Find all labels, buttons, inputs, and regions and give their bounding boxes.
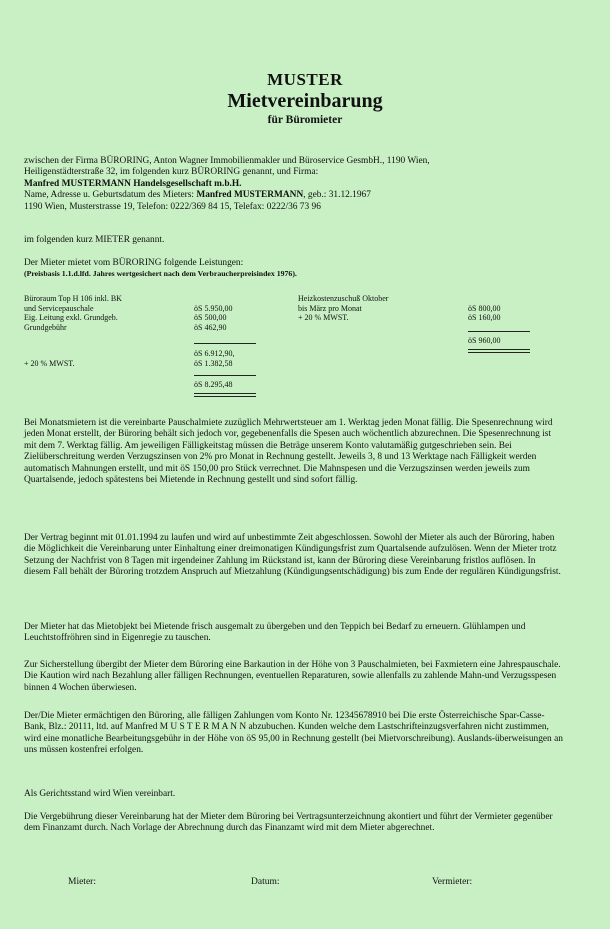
- table-right-value: öS 800,00: [468, 303, 501, 313]
- pricing-table-left: [24, 294, 264, 332]
- tenant-company: Manfred MUSTERMANN Handelsgesellschaft m.b.H.: [24, 178, 242, 189]
- payment-terms: Bei Monatsmietern ist die vereinbarte Pauschalmiete zuzüglich Mehrwertsteuer am 1. Werktag jeden Monat fällig. Die Spesenrechnung wird jeden Monat erstellt, der Büroring behält sich jedoch vor, gegebenenfalls die Spesen auch wöchentlich abzurechnen. Die Spesenrechnung ist mit dem 7. Werktag fällig. Am jeweiligen Fälligkeitstag müssen die Beträge unserem Konto valutamäßig gutgeschrieben sein. Bei Zielüberschreitung werden Verzugszinsen von 2% pro Monat in Rechnung gestellt. Jeweils 3, 8 und 13 Werktage nach Fälligkeit werden automatisch Mahnungen erstellt, und mit öS 150,00 pro Stück verrechnet. Die Mahnspesen und die Verzugszinsen werden jeweils zum Quartalsende, jedoch spätestens bei Mietende in Rechnung gestellt und sind sofort fällig.: [24, 418, 553, 486]
- title-main: Mietvereinbarung: [227, 90, 383, 112]
- table-right-label: [298, 336, 468, 346]
- table-left-value: öS 500,00: [194, 313, 227, 322]
- contract-term: Der Vertrag beginnt mit 01.01.1994 zu laufen und wird auf unbestimmte Zeit abgeschlossen. Sowohl der Mieter als auch der Büroring, haben die Möglichkeit die Vereinbarung unter Einhaltung einer dreimonatigen Kündigungsfrist zum Quartalsende aufzulösen. Wenn der Mieter trotz Setzung der Nachfrist von 8 Tagen mit irgendeiner Zahlung im Rückstand ist, kann der Büroring diese Vereinbarung fristlos auflösen. In diesem Fall behält der Büroring trotzdem Anspruch auf Mietzahlung (Kündigungsentschädigung) bis zum Ende der regulären Kündigungsfrist.: [24, 533, 561, 578]
- right-total-double-rule: [468, 349, 530, 353]
- pricing-table-left-total: [24, 380, 264, 390]
- table-left-label: [24, 349, 194, 359]
- tenant-address: 1190 Wien, Musterstrasse 19, Telefon: 0222/369 84 15, Telefax: 0222/36 73 96: [24, 201, 321, 212]
- table-left-value: öS 462,90: [194, 322, 227, 332]
- table-left-label: und Servicepauschale: [24, 303, 94, 313]
- price-basis-note: (Preisbasis 1.1.d.lfd. Jahres wertgesichert nach dem Verbraucherpreisindex 1976).: [24, 269, 297, 279]
- table-right-label: Heizkostenzuschuß Oktober: [298, 294, 389, 303]
- table-left-label: Büroraum Top H 106 inkl. BK: [24, 294, 122, 303]
- deposit-terms: Zur Sicherstellung übergibt der Mieter dem Büroring eine Barkaution in der Höhe von 3 Pauschalmieten, bei Faxmietern eine Jahrespauschale. Die Kaution wird nach Bezahlung aller fälligen Rechnungen, eventuellen Reparaturen, sowie allenfalls zu zahlende Mahn-und Verzugsspesen binnen 4 Wochen überwiesen.: [24, 660, 561, 693]
- tenant-birthdate: , geb.: 31.12.1967: [303, 190, 371, 201]
- pricing-table-right-total: [298, 336, 528, 346]
- table-left-label: Eig. Leitung exkl. Grundgeb.: [24, 313, 118, 322]
- table-right-label: bis März pro Monat: [298, 303, 362, 313]
- parties-block: [24, 156, 564, 213]
- signature-datum: Datum:: [251, 877, 280, 887]
- total-double-rule: [194, 393, 256, 397]
- services-intro: Der Mieter mietet vom BÜRORING folgende Leistungen:: [24, 258, 244, 268]
- tenant-details: [24, 190, 564, 201]
- services-intro-block: [24, 258, 564, 278]
- table-left-label: [24, 380, 194, 390]
- table-left-vat-value: öS 1.382,58: [194, 358, 233, 368]
- table-left-label: Grundgebühr: [24, 322, 67, 332]
- handover-terms: Der Mieter hat das Mietobjekt bei Mietende frisch ausgemalt zu übergeben und den Teppich bei Bedarf zu erneuern. Glühlampen und Leuchtstoffröhren sind in Eigenregie zu tauschen.: [24, 622, 526, 644]
- subtotal-rule: [194, 343, 256, 344]
- table-left-total: öS 8.295,48: [194, 380, 233, 389]
- signature-vermieter: Vermieter:: [432, 877, 473, 887]
- signature-mieter: Mieter:: [68, 877, 96, 887]
- table-left-vat-label: + 20 % MWST.: [24, 358, 75, 368]
- parties-line-1: zwischen der Firma BÜRORING, Anton Wagner Immobilienmakler und Büroservice GesmbH., 1190 Wien,: [24, 156, 430, 166]
- jurisdiction: Als Gerichtsstand wird Wien vereinbart.: [24, 789, 176, 799]
- pricing-table-right: [298, 294, 528, 323]
- table-right-total: öS 960,00: [468, 336, 501, 345]
- title-subtitle: für Büromieter: [267, 114, 343, 126]
- tenant-details-label: Name, Adresse u. Geburtsdatum des Mieters:: [24, 190, 197, 201]
- table-left-value: öS 5.950,00: [194, 303, 233, 313]
- parties-line-2: Heiligenstädterstraße 32, im folgenden kurz BÜRORING genannt, und Firma:: [24, 167, 319, 178]
- table-right-label: + 20 % MWST.: [298, 313, 349, 322]
- mieter-note: im folgenden kurz MIETER genannt.: [24, 235, 165, 245]
- table-left-subtotal: öS 6.912,90,: [194, 349, 235, 358]
- pricing-table-left-totals: [24, 349, 264, 368]
- stamp-duty-terms: Die Vergebührung dieser Vereinbarung hat der Mieter dem Büroring bei Vertragsunterzeichnung akontiert und führt der Vermieter gegenüber dem Finanzamt durch. Nach Vorlage der Abrechnung durch das Finanzamt wird mit dem Mieter abgerechnet.: [24, 812, 553, 834]
- title-muster: MUSTER: [267, 70, 343, 89]
- right-total-rule: [468, 331, 530, 332]
- direct-debit-terms: Der/Die Mieter ermächtigen den Büroring, alle fälligen Zahlungen vom Konto Nr. 12345678910 bei Die erste Österreichische Spar-Casse-Bank, Blz.: 20111, ltd. auf Manfred M U S T E R M A N N abzubuchen. Kunden welche dem Lastschrifteinzugsverfahren nicht zustimmen, wird eine monatliche Bearbeitungsgebühr in der Höhe von öS 95,00 in Rechnung gestellt (bei Mietvorschreibung). Auslands-überweisungen an uns müssen kostenfrei erfolgen.: [24, 711, 563, 756]
- tenant-name: Manfred MUSTERMANN: [196, 190, 304, 201]
- total-rule: [194, 375, 256, 376]
- table-right-value: öS 160,00: [468, 313, 501, 322]
